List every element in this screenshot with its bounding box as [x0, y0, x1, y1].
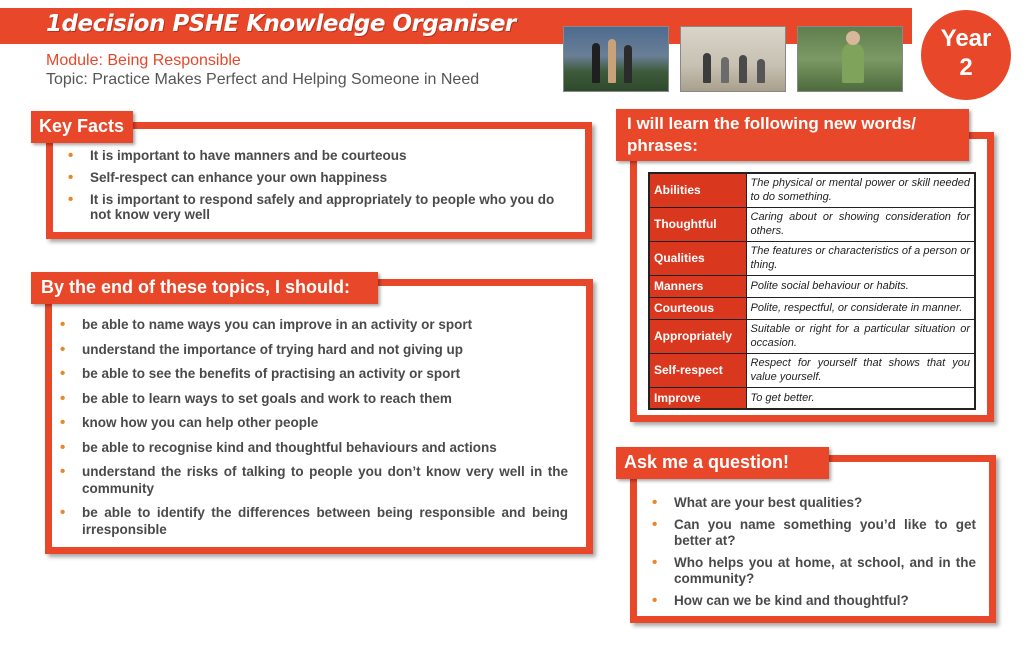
- outcomes-list: [60, 317, 568, 546]
- vocabulary-row: [649, 353, 975, 387]
- vocabulary-definition: Respect for yourself that shows that you value yourself.: [746, 353, 975, 387]
- vocabulary-row: [649, 207, 975, 241]
- key-facts-heading: Key Facts: [31, 111, 133, 143]
- photo-woman-bench: [797, 26, 903, 92]
- vocabulary-term: Qualities: [649, 241, 746, 275]
- outcome-item: • understand the risks of talking to people you don’t know very well in the community: [60, 464, 568, 497]
- year-number: 2: [959, 54, 973, 81]
- vocabulary-term: Manners: [649, 275, 746, 297]
- vocabulary-definition: Suitable or right for a particular situation or occasion.: [746, 319, 975, 353]
- page-title: 1decision PSHE Knowledge Organiser: [46, 11, 516, 37]
- vocabulary-term: Abilities: [649, 173, 746, 207]
- question-item: • How can we be kind and thoughtful?: [652, 593, 976, 609]
- questions-list: [652, 495, 976, 615]
- vocabulary-row: [649, 275, 975, 297]
- vocabulary-term: Appropriately: [649, 319, 746, 353]
- questions-heading: Ask me a question!: [616, 447, 829, 479]
- outcome-item: • understand the importance of trying hard and not giving up: [60, 342, 568, 359]
- vocabulary-definition: The physical or mental power or skill needed to do something.: [746, 173, 975, 207]
- vocabulary-row: [649, 387, 975, 409]
- vocabulary-definition: To get better.: [746, 387, 975, 409]
- vocabulary-definition: Polite social behaviour or habits.: [746, 275, 975, 297]
- key-fact-item: • It is important to respond safely and appropriately to people who you do not know very well: [68, 192, 568, 222]
- vocabulary-definition: The features or characteristics of a person or thing.: [746, 241, 975, 275]
- vocabulary-term: Self-respect: [649, 353, 746, 387]
- year-badge: [921, 10, 1011, 100]
- key-fact-item: • It is important to have manners and be courteous: [68, 148, 568, 163]
- outcome-item: • be able to recognise kind and thoughtful behaviours and actions: [60, 440, 568, 457]
- vocabulary-heading: I will learn the following new words/ phrases:: [616, 109, 969, 161]
- outcome-item: • be able to learn ways to set goals and work to reach them: [60, 391, 568, 408]
- question-item: • Who helps you at home, at school, and in the community?: [652, 555, 976, 587]
- question-item: • Can you name something you’d like to get better at?: [652, 517, 976, 549]
- vocabulary-definition: Polite, respectful, or considerate in manner.: [746, 297, 975, 319]
- vocabulary-definition: Caring about or showing consideration for others.: [746, 207, 975, 241]
- vocabulary-table: [648, 172, 976, 410]
- question-item: • What are your best qualities?: [652, 495, 976, 511]
- photo-dance-studio: [680, 26, 786, 92]
- vocabulary-term: Thoughtful: [649, 207, 746, 241]
- outcome-item: • be able to name ways you can improve in an activity or sport: [60, 317, 568, 334]
- outcome-item: • be able to see the benefits of practising an activity or sport: [60, 366, 568, 383]
- outcomes-heading: By the end of these topics, I should:: [31, 272, 378, 304]
- vocabulary-row: [649, 319, 975, 353]
- vocabulary-row: [649, 173, 975, 207]
- vocabulary-row: [649, 297, 975, 319]
- vocabulary-term: Improve: [649, 387, 746, 409]
- key-fact-item: • Self-respect can enhance your own happiness: [68, 170, 568, 185]
- year-label: Year: [940, 25, 992, 52]
- module-label: Module: Being Responsible: [46, 52, 241, 69]
- photo-friends-street: [563, 26, 669, 92]
- outcome-item: • know how you can help other people: [60, 415, 568, 432]
- key-facts-list: [68, 148, 568, 229]
- outcome-item: • be able to identify the differences between being responsible and being irresponsible: [60, 505, 568, 538]
- topic-label: Topic: Practice Makes Perfect and Helping Someone in Need: [46, 71, 480, 88]
- vocabulary-row: [649, 241, 975, 275]
- vocabulary-term: Courteous: [649, 297, 746, 319]
